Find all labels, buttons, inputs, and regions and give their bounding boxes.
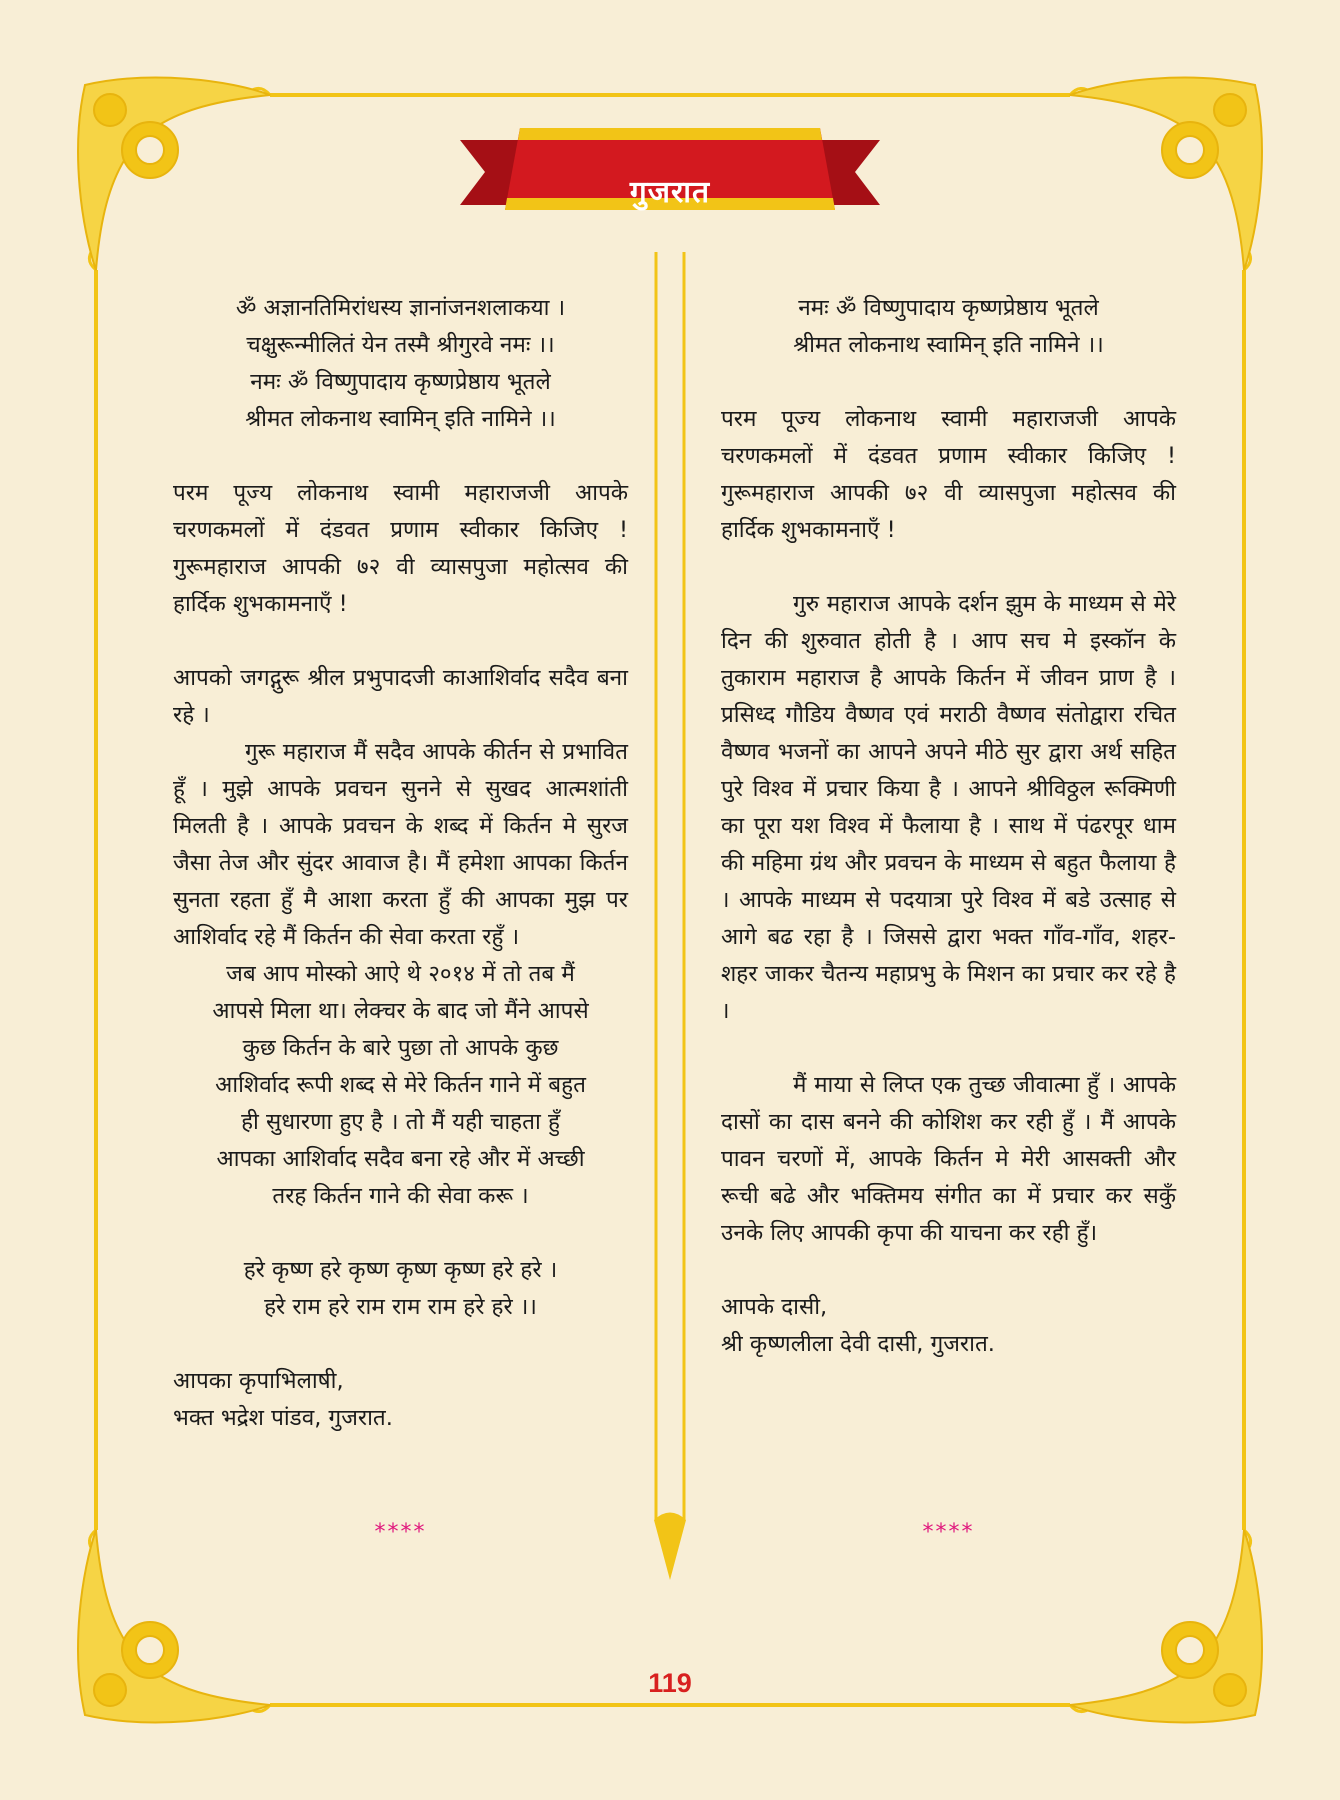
- paragraph-line: ही सुधारणा हुए है । तो मैं यही चाहता हुँ: [241, 1109, 560, 1135]
- paragraph: मैं माया से लिप्त एक तुच्छ जीवात्मा हुँ । आपके दासों का दास बनने की कोशिश कर रही हुँ । मैं आपके पावन चरणों में, आपके किर्तन मे मेरी आसक्ती और रूची बढे और भक्तिमय संगीत का में प्रचार कर सकुँ उनके लिए आपकी कृपा की याचना कर रही हुँ।: [721, 1072, 1176, 1246]
- closing: आपके दासी,: [721, 1294, 828, 1320]
- signature: भक्त भद्रेश पांडव, गुजरात.: [173, 1405, 393, 1431]
- paragraph: परम पूज्य लोकनाथ स्वामी महाराजजी आपके चरणकमलों में दंडवत प्रणाम स्वीकार किजिए ! गुरूमहाराज आपकी ७२ वी व्यासपुजा महोत्सव की हार्दिक शुभकामनाएँ !: [173, 480, 628, 617]
- paragraph: परम पूज्य लोकनाथ स्वामी महाराजजी आपके चरणकमलों में दंडवत प्रणाम स्वीकार किजिए ! गुरूमहाराज आपकी ७२ वी व्यासपुजा महोत्सव की हार्दिक शुभकामनाएँ !: [721, 406, 1176, 543]
- center-divider: [654, 252, 686, 1580]
- verse-line: श्रीमत लोकनाथ स्वामिन् इति नामिने ।।: [793, 332, 1104, 358]
- paragraph-line: आपका आशिर्वाद सदैव बना रहे और में अच्छी: [216, 1146, 585, 1172]
- verse-line: नमः ॐ विष्णुपादाय कृष्णप्रेष्ठाय भूतले: [798, 295, 1099, 321]
- verse-line: श्रीमत लोकनाथ स्वामिन् इति नामिने ।।: [245, 406, 556, 432]
- mantra-line: हरे राम हरे राम राम राम हरे हरे ।।: [264, 1294, 537, 1320]
- separator-stars: ****: [374, 1520, 427, 1545]
- paragraph-line: जब आप मोस्को आऐ थे २०१४ में तो तब मैं: [226, 961, 575, 987]
- paragraph-line: आपसे मिला था। लेक्चर के बाद जो मैंने आपसे: [212, 998, 589, 1024]
- page-title: गुजरात: [629, 175, 711, 210]
- paragraph: आपको जगद्गुरू श्रील प्रभुपादजी काआशिर्वाद सदैव बना रहे ।: [173, 665, 628, 728]
- paragraph-line: कुछ किर्तन के बारे पुछा तो आपके कुछ: [242, 1035, 559, 1061]
- verse-line: ॐ अज्ञानतिमिरांधस्य ज्ञानांजनशलाकया ।: [235, 295, 566, 321]
- paragraph: गुरु महाराज आपके दर्शन झुम के माध्यम से मेरे दिन की शुरुवात होती है । आप सच मे इस्कॉन के तुकाराम महाराज है आपके किर्तन में जीवन प्राण है । प्रसिध्द गौडिय वैष्णव एवं मराठी वैष्णव संतोद्वारा रचित वैष्णव भजनों का आपने अपने मीठे सुर द्वारा अर्थ सहित पुरे विश्व में प्रचार किया है । आपने श्रीविठ्ठल रूक्मिणी का पूरा यश विश्व में फैलाया है । साथ में पंढरपूर धाम की महिमा ग्रंथ और प्रवचन के माध्यम से बहुत फैलाया है । आपके माध्यम से पदयात्रा पुरे विश्व में बडे उत्साह से आगे बढ रहा है । जिससे द्वारा भक्त गाँव-गाँव, शहर-शहर जाकर चैतन्य महाप्रभु के मिशन का प्रचार कर रहे है ।: [721, 591, 1176, 1024]
- right-column: [721, 290, 1176, 1363]
- mantra-line: हरे कृष्ण हरे कृष्ण कृष्ण कृष्ण हरे हरे ।: [243, 1257, 558, 1283]
- paragraph-line: तरह किर्तन गाने की सेवा करू ।: [272, 1183, 529, 1209]
- verse-line: नमः ॐ विष्णुपादाय कृष्णप्रेष्ठाय भूतले: [250, 369, 551, 395]
- verse-line: चक्षुरून्मीलितं येन तस्मै श्रीगुरवे नमः ।।: [246, 332, 555, 358]
- closing: आपका कृपाभिलाषी,: [173, 1368, 344, 1394]
- page-number: 119: [648, 1668, 692, 1698]
- left-column: [173, 290, 628, 1437]
- paragraph: गुरू महाराज मैं सदैव आपके कीर्तन से प्रभावित हूँ । मुझे आपके प्रवचन सुनने से सुखद आत्मशांती मिलती है । आपके प्रवचन के शब्द में किर्तन मे सुरज जैसा तेज और सुंदर आवाज है। मैं हमेशा आपका किर्तन सुनता रहता हुँ मै आशा करता हुँ की आपका मुझ पर आशिर्वाद रहे मैं किर्तन की सेवा करता रहुँ ।: [173, 739, 628, 950]
- signature: श्री कृष्णलीला देवी दासी, गुजरात.: [721, 1331, 995, 1357]
- paragraph-line: आशिर्वाद रूपी शब्द से मेरे किर्तन गाने में बहुत: [215, 1072, 586, 1098]
- separator-stars: ****: [922, 1520, 975, 1545]
